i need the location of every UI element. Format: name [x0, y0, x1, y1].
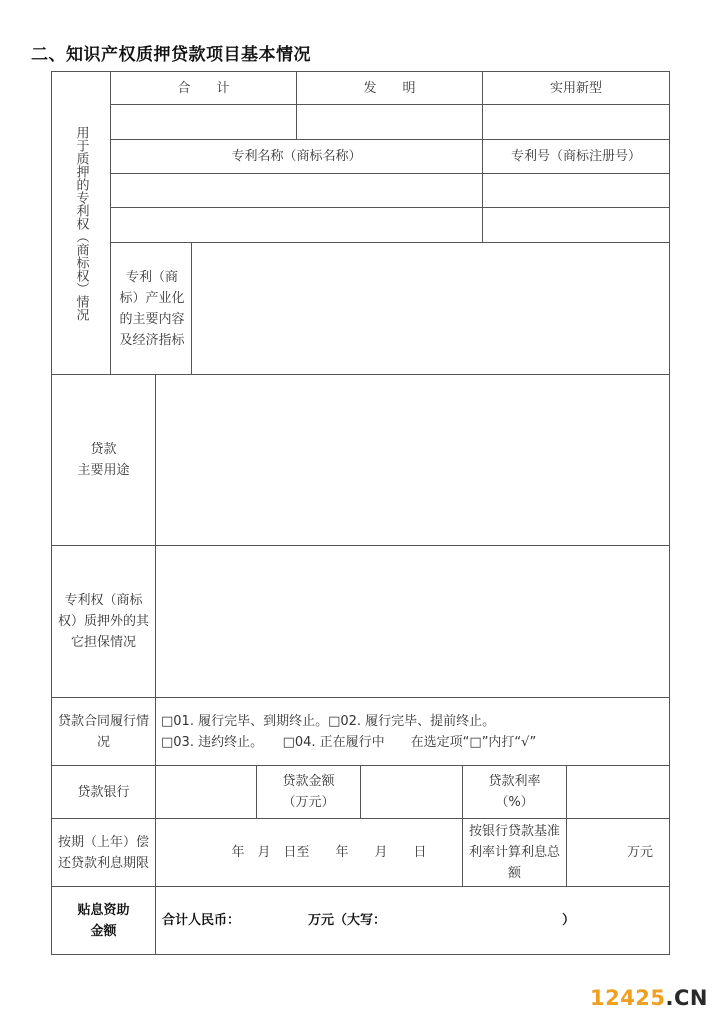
contract-options[interactable]	[161, 698, 666, 765]
subsidy-wan-label: 万元（大写：	[308, 913, 387, 928]
contract-options-line-1[interactable]: □01. 履行完毕、到期终止。□02. 履行完毕、提前终止。	[161, 713, 496, 729]
subsidy-label-text: 贴息资助金额	[77, 902, 130, 939]
subsidy-close-paren: ）	[562, 913, 576, 928]
patent-number-field-1[interactable]	[483, 174, 669, 207]
patent-name-field-2[interactable]	[111, 208, 482, 242]
watermark-number: 12425	[589, 986, 666, 1010]
subsidy-amount-field[interactable]	[156, 887, 669, 954]
table-border-bottom	[51, 954, 670, 955]
patent-side-label	[52, 72, 110, 374]
loan-amount-label	[257, 766, 360, 818]
repay-period-label-text: 按期（上年）偿还贷款利息期限	[57, 834, 149, 871]
interest-total-label-text: 按银行贷款基准利率计算利息总额	[468, 824, 560, 881]
loan-amount-label-text: 贷款金额 （万元）	[282, 774, 335, 810]
patent-name-field-1[interactable]	[111, 174, 482, 207]
bank-field[interactable]	[156, 766, 256, 818]
loan-rate-label-text: 贷款利率 （%）	[488, 774, 541, 810]
section-title: 二、知识产权质押贷款项目基本情况	[31, 45, 311, 65]
loan-use-field[interactable]	[156, 375, 669, 545]
repay-period-date-text: 年 月 日至 年 月 日	[231, 845, 427, 860]
loan-use-label	[52, 375, 155, 545]
header-total: 合 计	[177, 80, 230, 96]
patent-side-label-text: 用于质押的专利权（商标权）情况	[73, 125, 89, 321]
subsidy-total-label: 合计人民币：	[162, 913, 241, 928]
header-utility-model: 实用新型	[549, 80, 602, 96]
interest-unit: 万元	[626, 845, 653, 860]
loan-use-label-text: 贷款 主要用途	[77, 442, 130, 478]
repay-period-label	[52, 819, 155, 886]
interest-total-label	[463, 819, 566, 886]
loan-rate-label	[463, 766, 566, 818]
header-patent-number: 专利号（商标注册号）	[510, 149, 641, 164]
other-guarantee-field[interactable]	[156, 546, 669, 697]
bank-label: 贷款银行	[77, 784, 130, 800]
loan-rate-field[interactable]	[567, 766, 669, 818]
header-patent-name: 专利名称（商标名称）	[231, 149, 362, 164]
table-border-right	[669, 71, 670, 955]
contract-options-line-2[interactable]: □03. 违约终止。 □04. 正在履行中 在选定项“□”内打“√”	[161, 734, 537, 750]
industrial-label-text: 专利（商标）产业化的主要内容及经济指标	[119, 269, 185, 348]
subsidy-label	[52, 887, 155, 954]
other-guarantee-label	[52, 546, 155, 697]
contract-label-text: 贷款合同履行情况	[57, 713, 149, 750]
watermark-domain: .CN	[665, 986, 708, 1010]
repay-period-field[interactable]	[156, 819, 462, 886]
industrial-content-field[interactable]	[192, 243, 669, 374]
header-invention: 发 明	[363, 80, 416, 96]
total-value-field[interactable]	[111, 105, 296, 139]
utility-value-field[interactable]	[483, 105, 669, 139]
invention-value-field[interactable]	[297, 105, 482, 139]
patent-number-field-2[interactable]	[483, 208, 669, 242]
interest-total-field[interactable]	[567, 819, 669, 886]
industrial-label	[116, 243, 188, 374]
site-watermark-logo	[590, 986, 708, 1010]
other-guarantee-label-text: 专利权（商标权）质押外的其它担保情况	[57, 593, 149, 650]
loan-amount-field[interactable]	[361, 766, 462, 818]
contract-label	[52, 698, 155, 765]
